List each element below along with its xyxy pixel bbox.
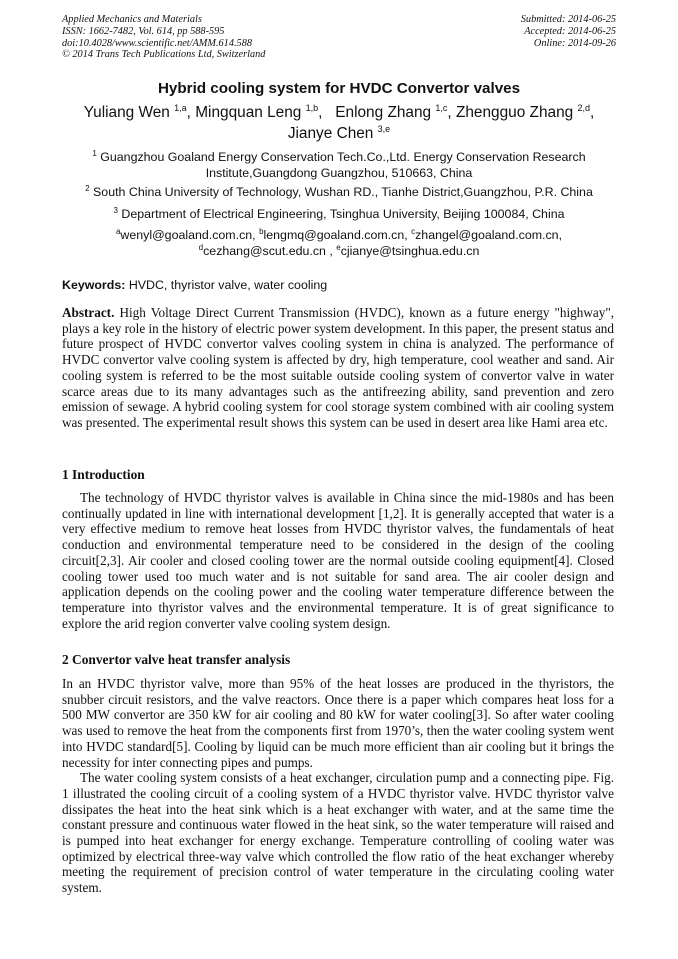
section-body [62, 490, 614, 631]
email-b[interactable]: lengmq@goaland.com.cn, [263, 228, 408, 242]
email-e[interactable]: cjianye@tsinghua.edu.cn [340, 244, 480, 258]
paper-title: Hybrid cooling system for HVDC Convertor valves [157, 80, 521, 97]
affiliation-sup: 3 [113, 206, 118, 215]
paragraph: In an HVDC thyristor valve, more than 95% of the heat losses are produced in the thyristors, the snubber circuit resistors, and the valve reactors. Once there is a paper which compares heat loss for a 500 MW convertor are 350 kW for air cooling and 80 kW for water cooling[3]. So after water cooling was used to remove the heat from the components first from 1970’s, then the water cooling system went into HVDC standard[5]. Cooling by liquid can be much more efficient than air cooling but it brings the necessity for inter connecting pipes and pumps. [62, 676, 614, 770]
paragraph: The technology of HVDC thyristor valves is available in China since the mid-1980s and has been continually updated in line with international development [1,2]. It is generally accepted that water is a very effective medium to remove heat losses from HVDC thyristor valves, the fundamentals of heat conduction and environmental temperature need to be considered in the design of the cooling circuit[2,3]. Air cooler and closed cooling tower are the normal outside cooling equipment[4]. Closed cooling tower used too much water and is not suitable for sand area. The air cooler design and application depends on the cooling power and the cooling water temperature difference between the temperature into thyristor valves and the environmental temperature. It is of great significance to explore the arid region converter valve cooling system design. [62, 490, 614, 631]
affiliation-3 [62, 206, 616, 222]
affiliation-line: Department of Electrical Engineering, Tsinghua University, Beijing 100084, China [121, 207, 565, 221]
email-a[interactable]: wenyl@goaland.com.cn, [120, 228, 256, 242]
author-name: Mingquan Leng [195, 104, 302, 121]
abstract-text: High Voltage Direct Current Transmission (HVDC), known as a future energy "highway", plays a key role in the history of electric power system development. In this paper, the present status and future prospect of HVDC convertor valves cooling system in china is analyzed. The performance of HVDC convertor valve cooling system is affected by dry, high temperature, cool weather and sand. Air cooling system is referred to be the most suitable outside cooling system of convertor valve in water scarce areas due to its many advantages such as the antifreezing ability, sand prevention and zero emission of sewage. A hybrid cooling system for cool storage system combined with air cooling system was presented. The experimental result shows this system can be used in desert area like Hami area etc. [62, 305, 614, 430]
author-sup: 1,c [435, 103, 448, 113]
journal-copyright: © 2014 Trans Tech Publications Ltd, Switzerland [62, 49, 266, 61]
author-name: Yuliang Wen [83, 104, 170, 121]
journal-header-left [62, 14, 362, 61]
affiliation-line: Institute,Guangdong Guangzhou, 510663, China [205, 166, 473, 180]
affiliation-sup: 2 [85, 184, 90, 193]
submitted-date: Submitted: 2014-06-25 [520, 14, 616, 25]
author-list: Yuliang Wen $^{1,a}$, Mingquan Leng $^{1,b}$, Enlong Zhang $^{1,c}$, Zhengguo Zhang $^{2,d}$, Jianye Chen $^{3,e}$ [83, 103, 595, 142]
online-date: Online: 2014-09-26 [533, 37, 616, 49]
section-body [62, 676, 614, 896]
affiliation-1 [62, 149, 616, 181]
keywords-label: Keywords: [62, 278, 126, 292]
affiliation-sup: 1 [92, 149, 97, 158]
author-sup: 2,d [577, 103, 590, 113]
author-sup: 1,a [174, 103, 187, 113]
accepted-date: Accepted: 2014-06-25 [524, 25, 616, 37]
author-name: Zhengguo Zhang [455, 104, 574, 121]
author-sup: 1,b [305, 103, 319, 113]
affiliation-line: South China University of Technology, Wushan RD., Tianhe District,Guangzhou, P.R. China [93, 185, 593, 199]
author-emails: $^a$wenyl@goaland.com.cn, $^b$lengmq@goaland.com.cn, $^c$zhangel@goaland.com.cn, $^d$cezhang@scut.edu.cn , $^e$cjianye@tsinghua.edu.cn [115, 227, 563, 258]
paragraph: The water cooling system consists of a heat exchanger, circulation pump and a connecting pipe. Fig. 1 illustrated the cooling circuit of a cooling system of a HVDC thyristor valve. HVDC thyristor valve dissipates the heat into the heat sink which is a heat exchanger with water, and at the same time the constant pressure and continuous water flowed in the heat sink, so the water temperature will raised and is pumped into heat exchanger for energy exchange. Temperature controlling of cooling water was optimized by electrical three-way valve which controlled the flow ratio of the heat exchanger whereby meeting the requirement of precision control of water temperature in the circulating cooling water system. [62, 770, 614, 896]
email-d[interactable]: cezhang@scut.edu.cn , [203, 244, 333, 258]
abstract [62, 305, 614, 431]
affiliation-line: Guangzhou Goaland Energy Conservation Tech.Co.,Ltd. Energy Conservation Research [100, 150, 586, 164]
keywords-text: HVDC, thyristor valve, water cooling [128, 278, 328, 292]
abstract-label: Abstract. [62, 305, 115, 320]
journal-doi: doi:10.4028/www.scientific.net/AMM.614.588 [62, 37, 252, 49]
author-sup: 3,e [377, 123, 391, 134]
section-heading: 1 Introduction [62, 467, 145, 482]
journal-name: Applied Mechanics and Materials [62, 14, 202, 25]
email-c[interactable]: zhangel@goaland.com.cn, [415, 228, 563, 242]
keywords [62, 277, 616, 293]
journal-issn: ISSN: 1662-7482, Vol. 614, pp 588-595 [62, 25, 225, 37]
journal-header-right [396, 14, 616, 49]
author-name: Jianye Chen [287, 124, 374, 142]
affiliation-2 [62, 184, 616, 200]
author-name: Enlong Zhang [335, 104, 432, 121]
section-heading: 2 Convertor valve heat transfer analysis [62, 652, 291, 667]
